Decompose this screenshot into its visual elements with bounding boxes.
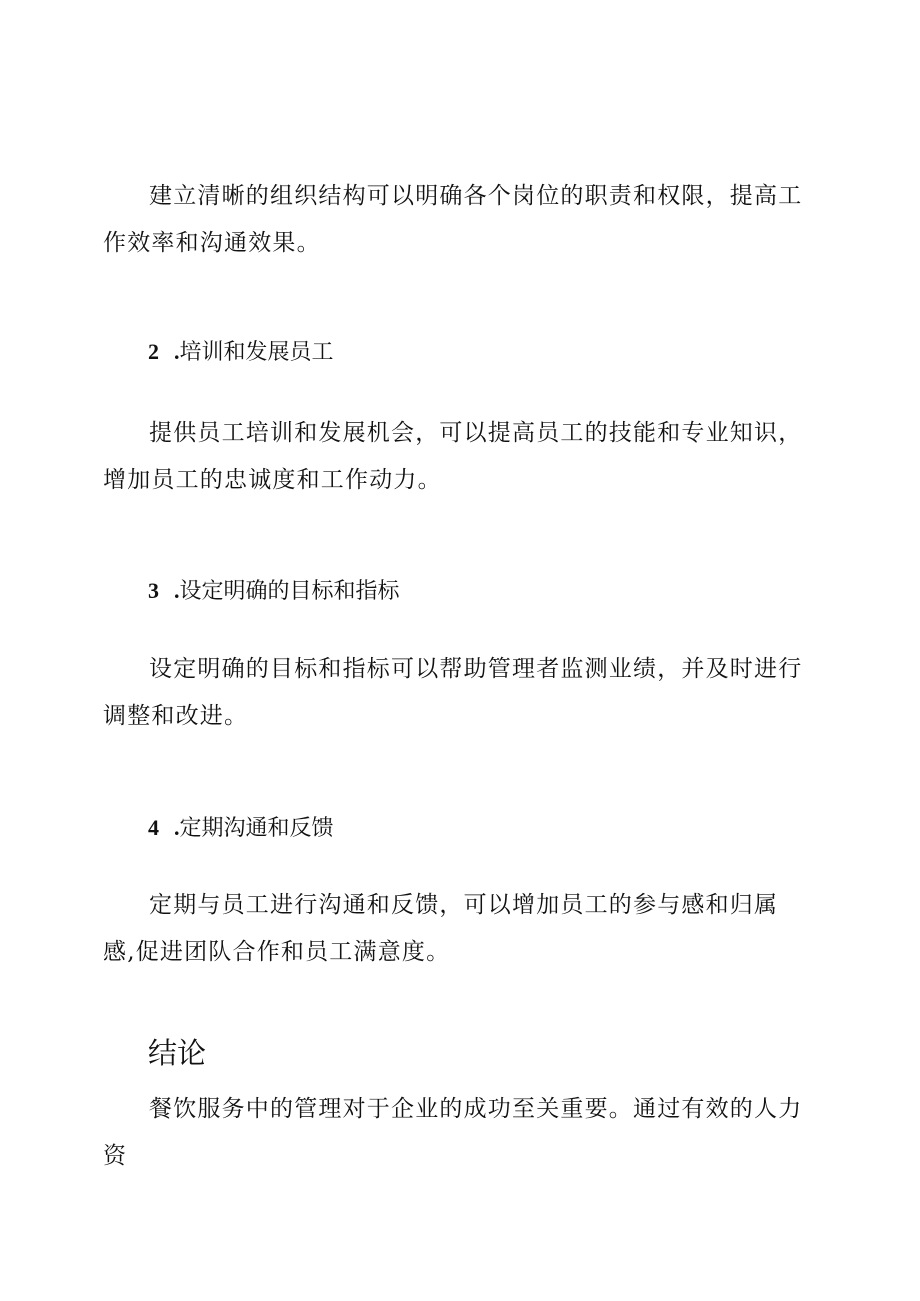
section-number: 3 <box>148 578 159 603</box>
paragraph-conclusion: 餐饮服务中的管理对于企业的成功至关重要。通过有效的人力资 <box>103 1096 803 1169</box>
section-heading-communication <box>148 813 334 844</box>
section-dot: . <box>174 339 180 364</box>
section-title: 培训和发展员工 <box>179 340 334 365</box>
section-number: 2 <box>148 339 159 364</box>
section-dot: . <box>174 815 180 840</box>
section-heading-goals <box>148 576 400 607</box>
paragraph-communication: 定期与员工进行沟通和反馈，可以增加员工的参与感和归属感,促进团队合作和员工满意度。 <box>103 892 779 965</box>
section-title: 设定明确的目标和指标 <box>179 579 400 604</box>
section-title: 定期沟通和反馈 <box>179 816 334 841</box>
section-number: 4 <box>148 815 159 840</box>
paragraph-training: 提供员工培训和发展机会，可以提高员工的技能和专业知识，增加员工的忠诚度和工作动力。 <box>103 420 803 493</box>
paragraph-goals: 设定明确的目标和指标可以帮助管理者监测业绩，并及时进行调整和改进。 <box>103 656 803 729</box>
section-heading-training <box>148 337 334 368</box>
section-dot: . <box>174 578 180 603</box>
conclusion-heading: 结论 <box>148 1036 207 1070</box>
paragraph-organization-structure: 建立清晰的组织结构可以明确各个岗位的职责和权限，提高工作效率和沟通效果。 <box>103 183 803 256</box>
